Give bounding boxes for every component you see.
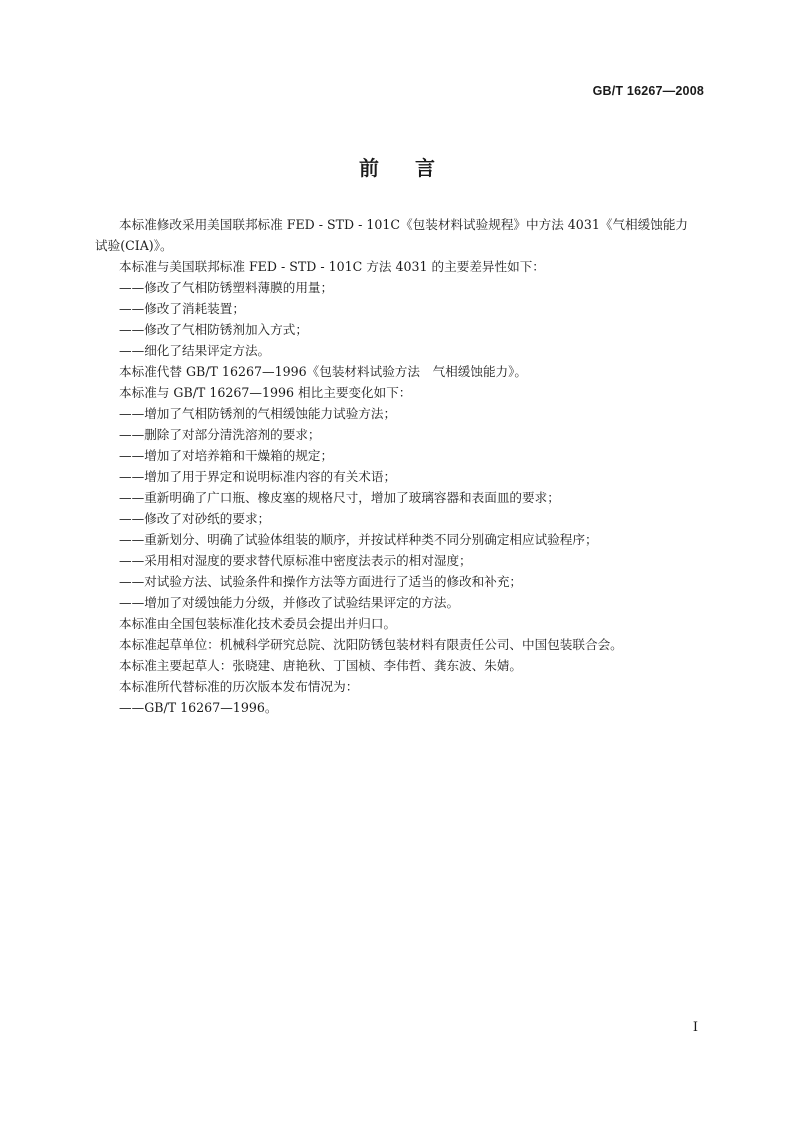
list-item: ——增加了用于界定和说明标准内容的有关术语； xyxy=(119,469,397,484)
list-item: ——增加了对培养箱和干燥箱的规定； xyxy=(119,448,334,463)
list-item: ——重新明确了广口瓶、橡皮塞的规格尺寸，增加了玻璃容器和表面皿的要求； xyxy=(119,490,560,505)
page-title: 前言 xyxy=(359,156,471,180)
list-item: ——修改了消耗装置； xyxy=(119,301,245,316)
preface-body xyxy=(95,214,707,718)
list-item: ——增加了气相防锈剂的气相缓蚀能力试验方法； xyxy=(119,406,397,421)
list-item: ——采用相对湿度的要求替代原标准中密度法表示的相对湿度； xyxy=(119,553,472,568)
paragraph-proposed-by: 本标准由全国包装标准化技术委员会提出并归口。 xyxy=(119,616,397,631)
list-item: ——修改了气相防锈塑料薄膜的用量； xyxy=(119,280,334,295)
paragraph-adoption-continued: 试验(CIA)》。 xyxy=(95,238,173,253)
list-item: ——增加了对缓蚀能力分级，并修改了试验结果评定的方法。 xyxy=(119,595,460,610)
list-item: ——删除了对部分清洗溶剂的要求； xyxy=(119,427,321,442)
paragraph-differences-intro: 本标准与美国联邦标准 FED - STD - 101C 方法 4031 的主要差异性如下： xyxy=(119,259,545,274)
list-item: ——修改了气相防锈剂加入方式； xyxy=(119,322,308,337)
list-item: ——修改了对砂纸的要求； xyxy=(119,511,271,526)
paragraph-changes-intro: 本标准与 GB/T 16267—1996 相比主要变化如下： xyxy=(119,385,412,400)
list-item: ——重新划分、明确了试验体组装的顺序，并按试样种类不同分别确定相应试验程序； xyxy=(119,532,598,547)
list-item: ——对试验方法、试验条件和操作方法等方面进行了适当的修改和补充； xyxy=(119,574,522,589)
list-item: ——细化了结果评定方法。 xyxy=(119,343,271,358)
page-number: I xyxy=(692,1020,698,1035)
standard-code: GB/T 16267—2008 xyxy=(592,84,704,98)
paragraph-history-intro: 本标准所代替标准的历次版本发布情况为： xyxy=(119,679,359,694)
paragraph-drafters: 本标准主要起草人：张晓建、唐艳秋、丁国桢、李伟哲、龚东波、朱婧。 xyxy=(119,658,522,673)
list-item: ——GB/T 16267—1996。 xyxy=(119,700,278,715)
paragraph-drafting-units: 本标准起草单位：机械科学研究总院、沈阳防锈包装材料有限责任公司、中国包装联合会。 xyxy=(119,637,623,652)
paragraph-adoption: 本标准修改采用美国联邦标准 FED - STD - 101C《包装材料试验规程》中方法 4031《气相缓蚀能力 xyxy=(119,217,689,232)
paragraph-replaces: 本标准代替 GB/T 16267—1996《包装材料试验方法 气相缓蚀能力》。 xyxy=(119,364,528,379)
